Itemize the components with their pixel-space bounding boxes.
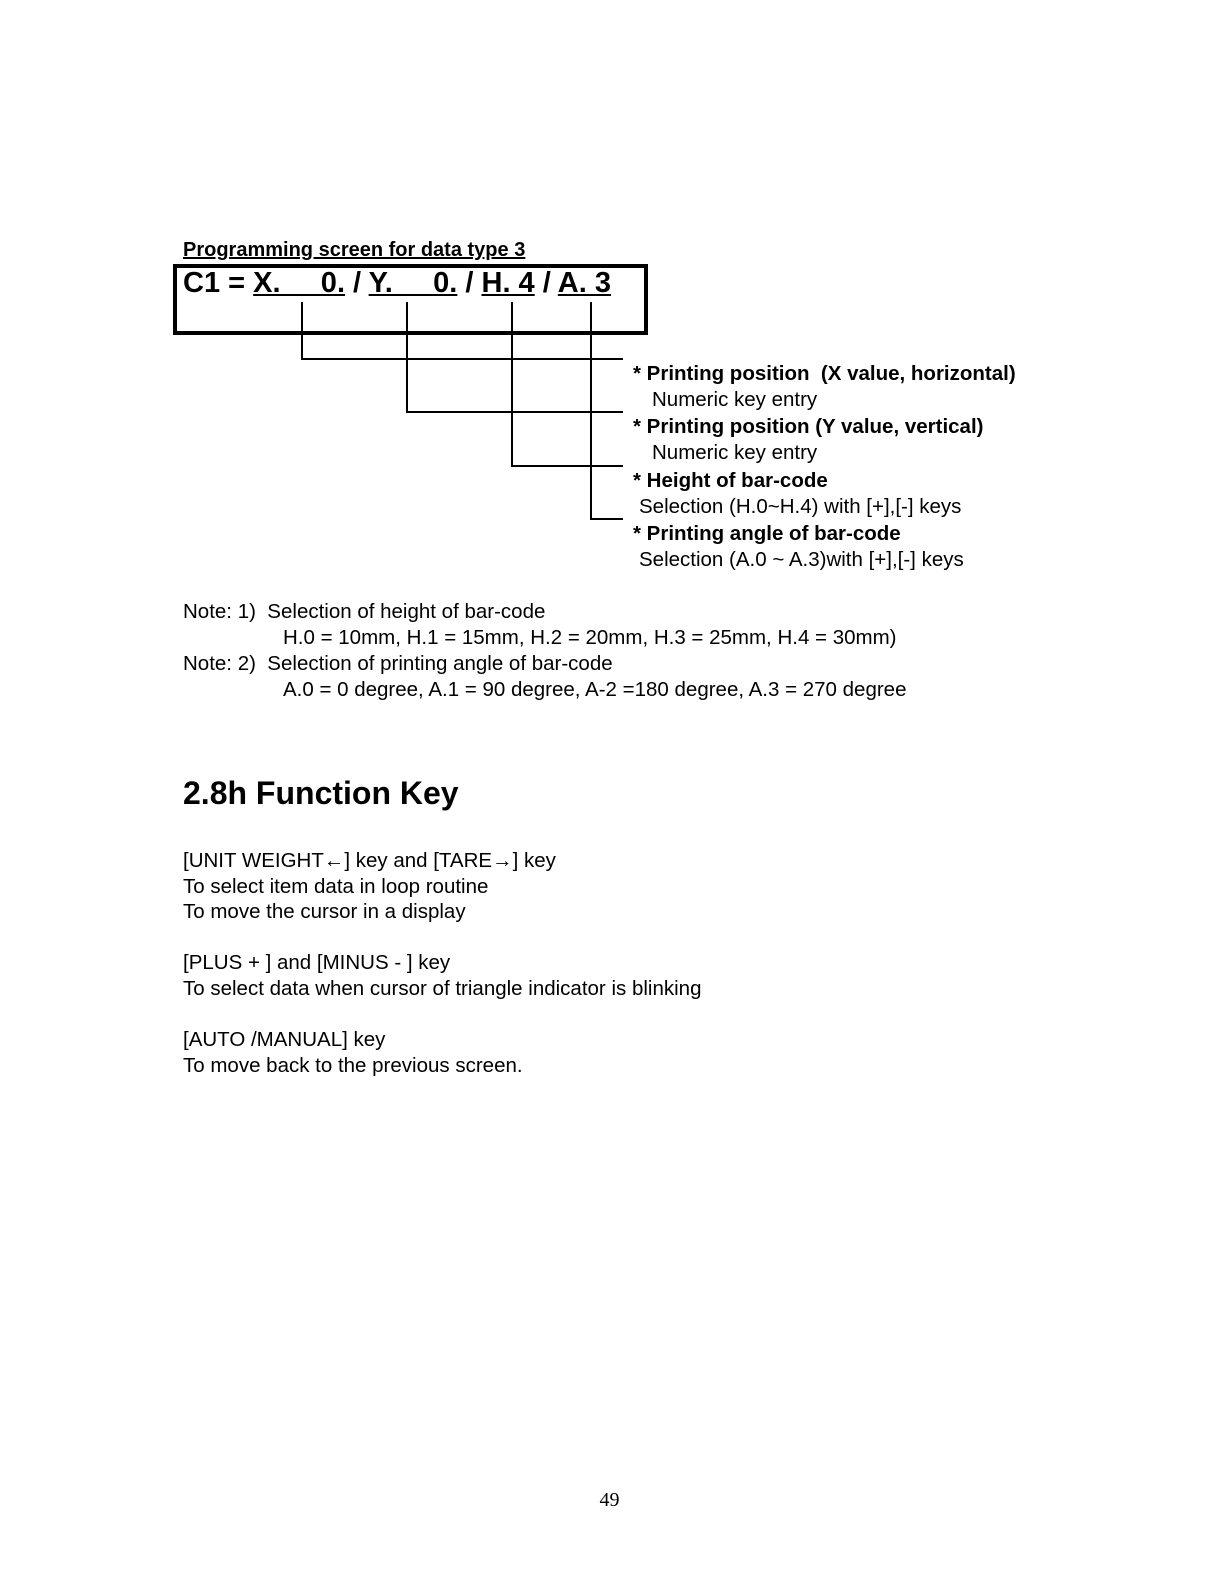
connector-h-horizontal <box>511 465 623 467</box>
desc-a-title: * Printing angle of bar-code <box>633 522 901 545</box>
connector-x-vertical <box>301 302 303 360</box>
section-heading: 2.8h Function Key <box>183 775 459 811</box>
programming-formula <box>183 267 611 300</box>
desc-y-detail: Numeric key entry <box>652 441 818 464</box>
formula-prefix: C1 = <box>183 267 254 299</box>
key-description: To move back to the previous screen. <box>183 1054 523 1077</box>
connector-h-vertical <box>511 302 513 467</box>
key-description: To select data when cursor of triangle indicator is blinking <box>183 977 702 1000</box>
key-name: [UNIT WEIGHT←] key and [TARE→] key <box>183 849 556 872</box>
formula-separator: / <box>457 267 482 299</box>
desc-y-title: * Printing position (Y value, vertical) <box>633 415 984 438</box>
desc-x-detail: Numeric key entry <box>652 388 818 411</box>
formula-separator: / <box>534 267 558 299</box>
key-description: To move the cursor in a display <box>183 900 466 923</box>
screen-caption: Programming screen for data type 3 <box>183 239 526 261</box>
key-name: [AUTO /MANUAL] key <box>183 1028 386 1051</box>
connector-x-horizontal <box>301 358 623 360</box>
note-2-label: Note: 2) Selection of printing angle of bar-code <box>183 652 613 675</box>
formula-y-value: Y. 0. <box>368 267 458 299</box>
formula-x-value: X. 0. <box>253 267 345 299</box>
connector-y-vertical <box>406 302 408 413</box>
connector-a-horizontal <box>590 518 623 520</box>
key-description: To select item data in loop routine <box>183 875 489 898</box>
note-1-label: Note: 1) Selection of height of bar-code <box>183 600 546 623</box>
key-name: [PLUS + ] and [MINUS - ] key <box>183 951 451 974</box>
note-1-detail: H.0 = 10mm, H.1 = 15mm, H.2 = 20mm, H.3 = 25mm, H.4 = 30mm) <box>283 626 897 649</box>
page-number: 49 <box>599 1489 620 1511</box>
desc-h-title: * Height of bar-code <box>633 469 828 492</box>
formula-height-value: H. 4 <box>481 267 535 299</box>
desc-x-title: * Printing position (X value, horizontal) <box>633 362 1016 385</box>
formula-angle-value: A. 3 <box>557 267 611 299</box>
desc-h-detail: Selection (H.0~H.4) with [+],[-] keys <box>639 495 962 518</box>
formula-separator: / <box>345 267 369 299</box>
desc-a-detail: Selection (A.0 ~ A.3)with [+],[-] keys <box>639 548 964 571</box>
note-2-detail: A.0 = 0 degree, A.1 = 90 degree, A-2 =180 degree, A.3 = 270 degree <box>283 678 907 701</box>
connector-a-vertical <box>590 302 592 520</box>
